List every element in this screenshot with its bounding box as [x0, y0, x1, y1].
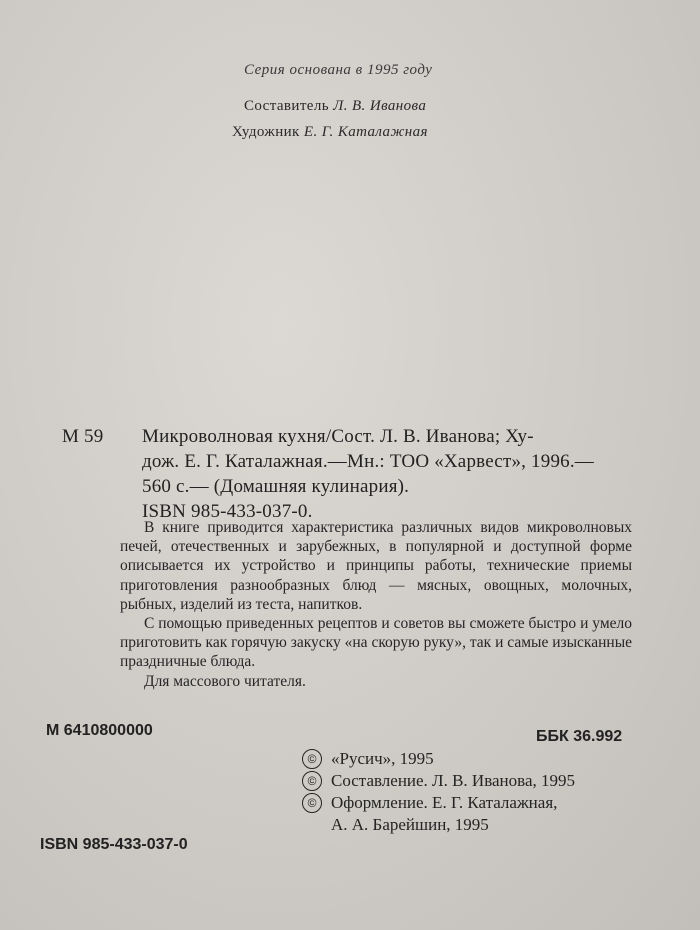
- bibliographic-record: [62, 424, 594, 524]
- copyright-icon: ©: [302, 749, 322, 769]
- annotation: [120, 518, 632, 691]
- artist-label: Художник: [232, 124, 300, 140]
- bib-line-1: Микроволновая кухня/Сост. Л. В. Иванова; Ху-: [142, 426, 534, 447]
- bib-line-4: ISBN 985-433-037-0.: [142, 501, 313, 522]
- copyright-line-1: «Русич», 1995: [331, 749, 434, 768]
- compiler-line: [244, 98, 426, 115]
- copyright-line-3: Оформление. Е. Г. Каталажная,: [331, 793, 558, 812]
- artist-name: Е. Г. Каталажная: [303, 124, 428, 140]
- copyright-icon: ©: [302, 793, 322, 813]
- copyright-block: [302, 748, 575, 836]
- copyright-line-2: Составление. Л. В. Иванова, 1995: [331, 771, 576, 790]
- m-code: М 6410800000: [46, 722, 153, 739]
- artist-line: [232, 124, 428, 141]
- isbn-bottom: ISBN 985-433-037-0: [40, 836, 188, 853]
- compiler-label: Составитель: [244, 98, 329, 114]
- series-note: Серия основана в 1995 году: [244, 62, 433, 78]
- bib-line-3: 560 с.— (Домашняя кулинария).: [142, 476, 410, 497]
- catalog-code: М 59: [62, 426, 104, 447]
- annotation-paragraph-1: В книге приводится характеристика различных видов микроволновых печей, отечественных и зарубежных, в популярной и доступной форме описывается их устройство и принципы работы, технические приемы приготовления разнообразных блюд — мясных, овощных, молочных, рыбных, изделий из теста, напитков.: [120, 519, 632, 613]
- copyright-icon: ©: [302, 771, 322, 791]
- copyright-line-4: А. А. Барейшин, 1995: [331, 815, 489, 834]
- bbk-code: ББК 36.992: [536, 728, 623, 745]
- bib-line-2: дож. Е. Г. Каталажная.—Мн.: ТОО «Харвест», 1996.—: [142, 451, 594, 472]
- annotation-paragraph-2: С помощью приведенных рецептов и советов вы сможете быстро и умело приготовить как горячую закуску «на скорую руку», так и самые изысканные праздничные блюда.: [120, 615, 632, 671]
- compiler-name: Л. В. Иванова: [333, 98, 427, 114]
- annotation-paragraph-3: Для массового читателя.: [144, 672, 306, 690]
